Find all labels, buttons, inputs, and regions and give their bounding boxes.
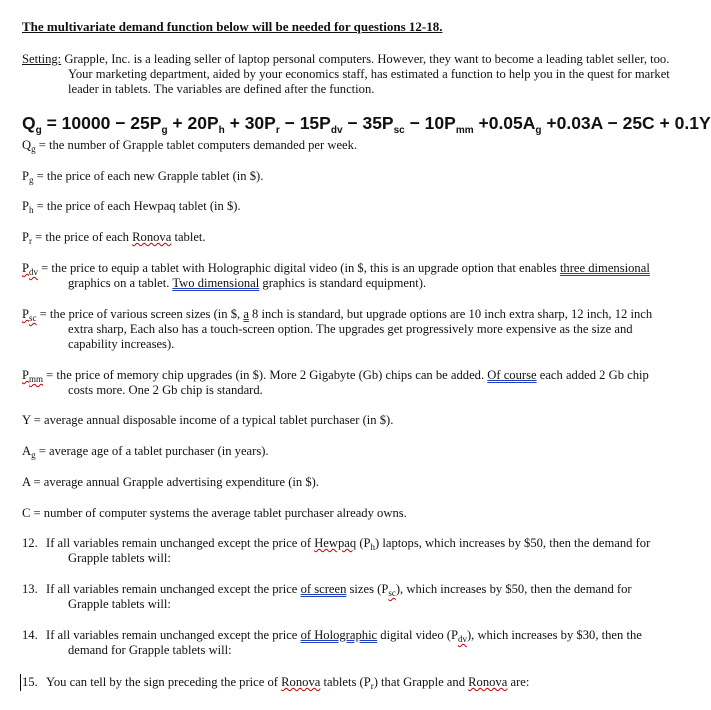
equation-term: − 15P <box>279 113 331 133</box>
question-number: 14. <box>22 628 38 642</box>
question-13 <box>22 582 670 612</box>
def-sub: sc <box>29 313 37 323</box>
equation-term-sub: h <box>218 125 225 136</box>
equation-term-sub: dv <box>330 125 343 136</box>
spellcheck-word: Ronova <box>132 230 172 244</box>
setting-paragraph <box>22 52 672 97</box>
equation-term: = 10000 − 25P <box>41 113 162 133</box>
def-sub: g <box>31 450 36 460</box>
def-var: Q <box>22 138 32 152</box>
equation-term: − 10P <box>404 113 456 133</box>
setting-text: Grapple, Inc. is a leading seller of laptop personal computers. However, they want to become a leading tablet seller, too. Your marketing department, aided by your economics staff, has estimated a function to help you in the quest for market leader in tablets. The variables are defined after the function. <box>61 52 670 96</box>
equation-term: +0.05A <box>473 113 536 133</box>
def-var: Y <box>22 413 31 427</box>
grammar-flag-text: three dimensional <box>559 261 650 275</box>
def-text: = average age of a tablet purchaser (in years). <box>35 444 269 458</box>
question-text: tablets (P <box>320 675 371 689</box>
equation-term-sub: mm <box>455 125 474 136</box>
def-var: P <box>22 169 30 183</box>
question-text: sizes (P <box>346 582 389 596</box>
definition-pmm <box>22 368 670 398</box>
def-var: P <box>22 307 30 321</box>
setting-label: Setting: <box>22 52 62 66</box>
equation-lhs: Q <box>22 113 36 133</box>
def-text: graphics is standard equipment). <box>259 276 427 290</box>
def-text: graphics on a tablet. <box>68 276 173 290</box>
definition-psc <box>22 307 670 352</box>
def-text: 8 inch is standard, but upgrade options are 10 inch extra sharp, 12 inch, 12 inch extra sharp, Each also has a touch-screen option. The upgrades get progressively more expensive as the size and capability increases). <box>68 307 653 351</box>
grammar-flag-text: of Holographic <box>300 628 378 642</box>
document-heading: The multivariate demand function below will be needed for questions 12-18. <box>22 19 443 34</box>
definition-y <box>22 413 670 428</box>
def-sub: h <box>29 205 34 215</box>
def-text: = the price of each new Grapple tablet (in $). <box>33 169 264 183</box>
def-text: = average annual Grapple advertising expenditure (in $). <box>30 475 320 489</box>
def-text: = the price of various screen sizes (in $, <box>36 307 244 321</box>
def-var: P <box>22 199 30 213</box>
equation-term-sub: r <box>275 125 280 136</box>
equation-term-sub: g <box>161 125 168 136</box>
question-sub: dv <box>457 634 467 644</box>
def-sub: r <box>29 236 33 246</box>
question-12 <box>22 536 670 566</box>
question-number: 13. <box>22 582 38 596</box>
grammar-flag-text: Of course <box>487 368 537 382</box>
demand-equation <box>22 112 711 134</box>
def-sub: dv <box>29 267 39 277</box>
equation-term: +0.03A − 25C + 0.1Y <box>541 113 711 133</box>
def-text: each added 2 Gb chip costs more. One 2 Gb chip is standard. <box>68 368 649 397</box>
question-text: ), which increases by $30, then the demand for Grapple tablets will: <box>68 628 642 657</box>
def-sub: g <box>31 144 36 154</box>
def-sub: g <box>29 175 34 185</box>
question-text: ) laptops, which increases by $50, then the demand for Grapple tablets will: <box>68 536 651 565</box>
question-text: are: <box>507 675 530 689</box>
equation-lhs-sub: g <box>35 125 42 136</box>
def-text: = number of computer systems the average tablet purchaser already owns. <box>30 506 407 520</box>
question-text: If all variables remain unchanged except the price <box>46 582 301 596</box>
equation-term: + 20P <box>167 113 219 133</box>
def-var: P <box>22 368 30 382</box>
question-number: 15. <box>22 675 38 689</box>
def-var: A <box>22 444 32 458</box>
def-sub: mm <box>29 374 44 384</box>
question-text: (P <box>356 536 371 550</box>
def-text: = the price to equip a tablet with Holographic digital video (in $, this is an upgrade option that enables <box>38 261 560 275</box>
definition-ag <box>22 444 670 459</box>
question-sub: h <box>370 542 376 552</box>
question-sub: sc <box>388 588 396 598</box>
question-text: ) that Grapple and <box>373 675 469 689</box>
question-text: If all variables remain unchanged except the price <box>46 628 301 642</box>
grammar-flag-text: a <box>243 307 249 321</box>
equation-term-sub: g <box>535 125 542 136</box>
def-text: = average annual disposable income of a typical tablet purchaser (in $). <box>30 413 394 427</box>
question-number: 12. <box>22 536 38 550</box>
question-text: digital video (P <box>377 628 458 642</box>
def-text: = the price of each <box>32 230 133 244</box>
def-var: C <box>22 506 31 520</box>
question-text: You can tell by the sign preceding the price of <box>46 675 282 689</box>
question-sub: r <box>370 681 374 691</box>
definition-ph <box>22 199 670 214</box>
def-text: = the price of each Hewpaq tablet (in $). <box>33 199 241 213</box>
definition-pr <box>22 230 670 245</box>
definition-pg <box>22 169 670 184</box>
def-text: = the number of Grapple tablet computers demanded per week. <box>35 138 358 152</box>
question-text: ), which increases by $50, then the demand for Grapple tablets will: <box>68 582 632 611</box>
question-text: If all variables remain unchanged except the price of <box>46 536 315 550</box>
definition-a <box>22 475 670 490</box>
equation-term: + 30P <box>224 113 276 133</box>
text-cursor <box>20 674 21 691</box>
def-text: tablet. <box>171 230 206 244</box>
equation-term-sub: sc <box>393 125 405 136</box>
grammar-flag-text: of screen <box>300 582 347 596</box>
grammar-flag-text: Two dimensional <box>172 276 260 290</box>
def-var: P <box>22 261 30 275</box>
definition-c <box>22 506 670 521</box>
spellcheck-word: Ronova <box>281 675 321 689</box>
definition-pdv <box>22 261 670 291</box>
question-15 <box>22 675 670 690</box>
def-text: = the price of memory chip upgrades (in $). More 2 Gigabyte (Gb) chips can be added. <box>43 368 488 382</box>
def-var: P <box>22 230 30 244</box>
question-14 <box>22 628 670 658</box>
def-var: A <box>22 475 31 489</box>
spellcheck-word: Ronova <box>468 675 508 689</box>
equation-term: − 35P <box>342 113 394 133</box>
spellcheck-word: Hewpaq <box>314 536 357 550</box>
definition-qg <box>22 138 670 153</box>
